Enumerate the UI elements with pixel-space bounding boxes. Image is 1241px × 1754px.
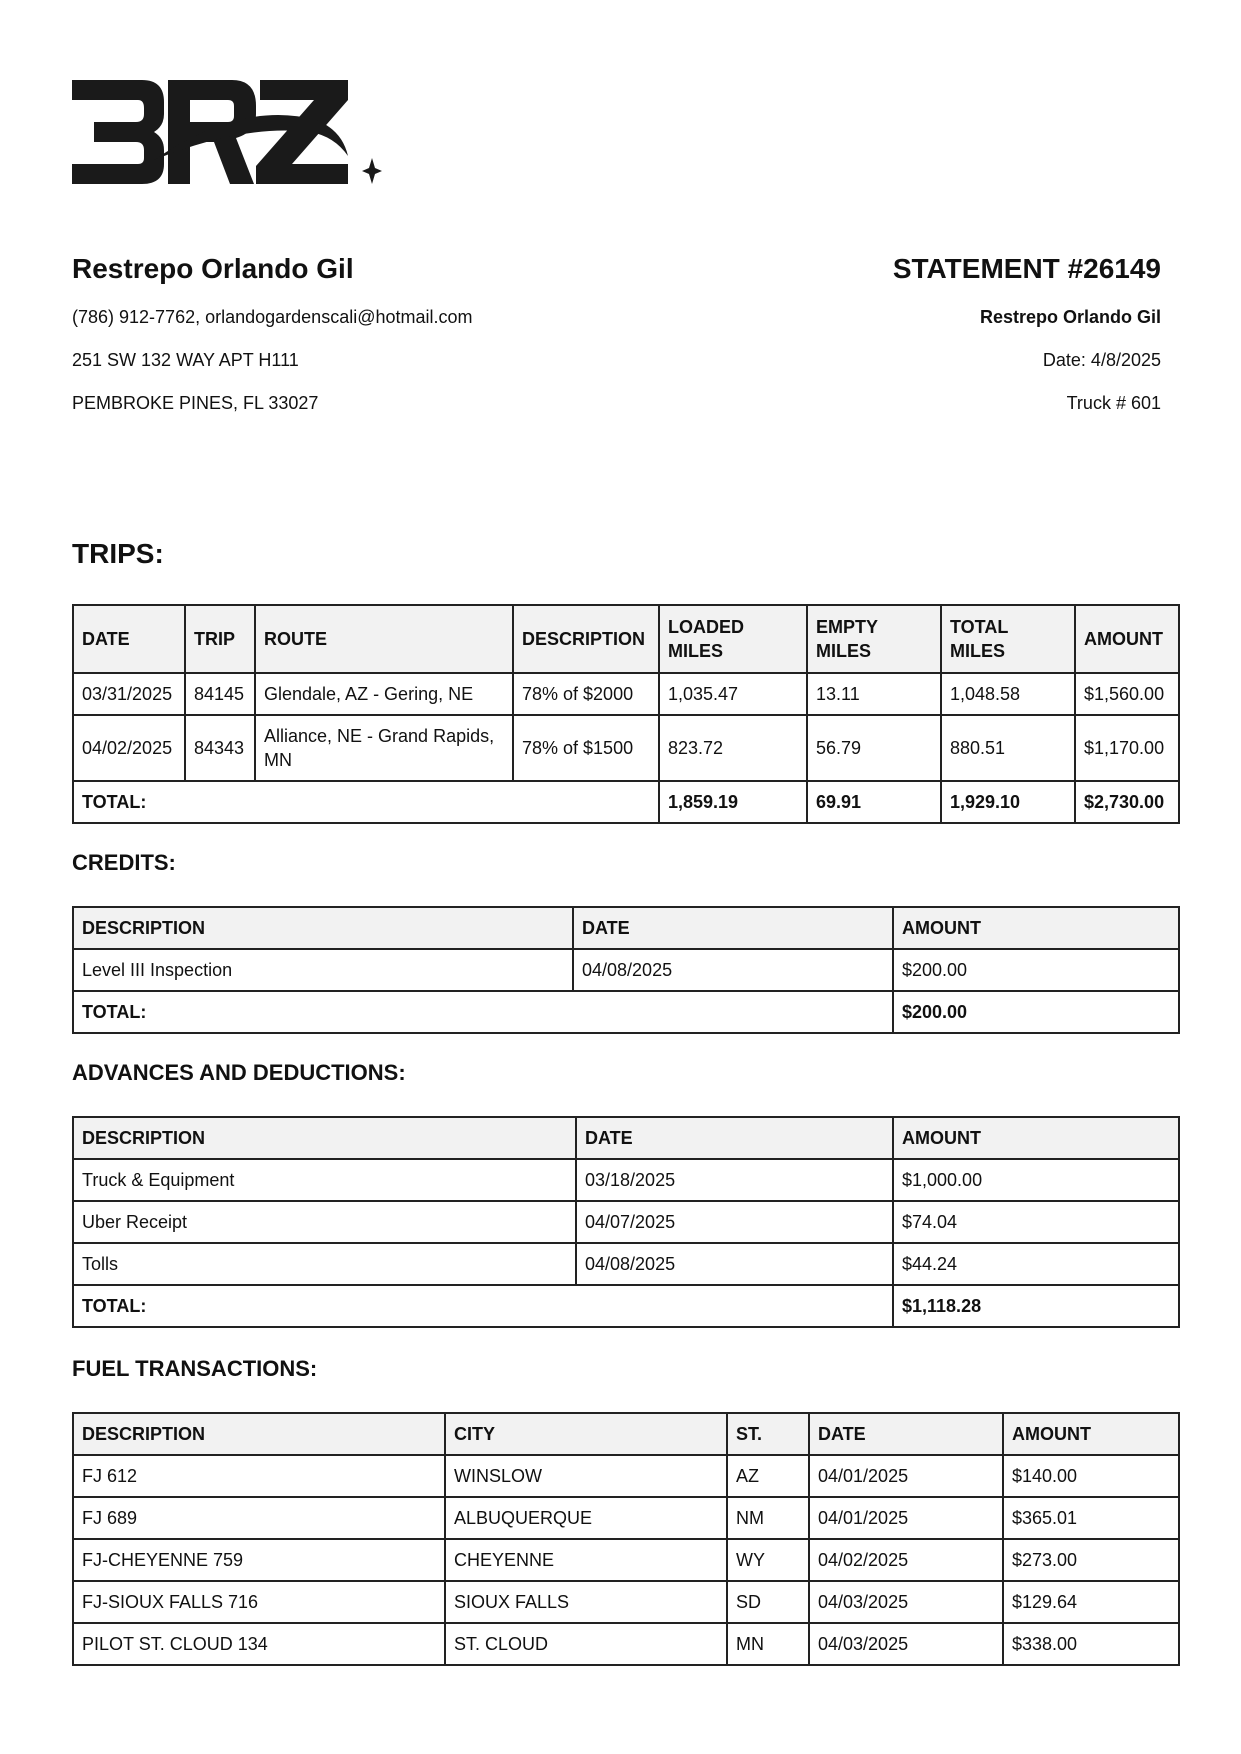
fuel-state: AZ: [727, 1455, 809, 1497]
fuel-description: FJ 612: [73, 1455, 445, 1497]
fuel-header-row: [73, 1413, 1179, 1455]
trip-description: 78% of $1500: [513, 715, 659, 781]
fuel-table: [72, 1412, 1180, 1666]
advance-description: Tolls: [73, 1243, 576, 1285]
fuel-date: 04/02/2025: [809, 1539, 1003, 1581]
company-logo: [72, 80, 382, 192]
advances-total-label: TOTAL:: [73, 1285, 893, 1327]
trip-amount: $1,170.00: [1075, 715, 1179, 781]
fuel-header-description: DESCRIPTION: [73, 1413, 445, 1455]
statement-info: [893, 252, 1161, 414]
trip-total-miles: 1,048.58: [941, 673, 1075, 715]
fuel-date: 04/03/2025: [809, 1623, 1003, 1665]
fuel-header-date: DATE: [809, 1413, 1003, 1455]
credits-table: [72, 906, 1180, 1034]
fuel-description: FJ-SIOUX FALLS 716: [73, 1581, 445, 1623]
table-row: [73, 1159, 1179, 1201]
fuel-date: 04/03/2025: [809, 1581, 1003, 1623]
trips-header-trip: TRIP: [185, 605, 255, 673]
advances-table: [72, 1116, 1180, 1328]
advance-date: 03/18/2025: [576, 1159, 893, 1201]
table-row: [73, 1497, 1179, 1539]
fuel-date: 04/01/2025: [809, 1497, 1003, 1539]
statement-name: Restrepo Orlando Gil: [979, 307, 1161, 327]
table-row: [73, 673, 1179, 715]
advances-header-row: [73, 1117, 1179, 1159]
fuel-amount: $273.00: [1003, 1539, 1179, 1581]
table-row: [73, 949, 1179, 991]
trips-title: TRIPS:: [72, 538, 164, 569]
credit-date: 04/08/2025: [573, 949, 893, 991]
fuel-header-city: CITY: [445, 1413, 727, 1455]
trips-total-amount: $2,730.00: [1075, 781, 1179, 823]
credits-header-date: DATE: [573, 907, 893, 949]
driver-address-line2: PEMBROKE PINES, FL 33027: [72, 393, 319, 413]
fuel-amount: $365.01: [1003, 1497, 1179, 1539]
credits-total-row: [73, 991, 1179, 1033]
table-row: [73, 1201, 1179, 1243]
fuel-city: CHEYENNE: [445, 1539, 727, 1581]
advance-description: Uber Receipt: [73, 1201, 576, 1243]
credits-header-amount: AMOUNT: [893, 907, 1179, 949]
fuel-state: NM: [727, 1497, 809, 1539]
fuel-state: WY: [727, 1539, 809, 1581]
driver-name: Restrepo Orlando Gil: [72, 253, 354, 284]
trip-number: 84145: [185, 673, 255, 715]
trip-empty-miles: 56.79: [807, 715, 941, 781]
advance-amount: $44.24: [893, 1243, 1179, 1285]
fuel-header-amount: AMOUNT: [1003, 1413, 1179, 1455]
trip-date: 04/02/2025: [73, 715, 185, 781]
credits-title: CREDITS:: [72, 850, 176, 875]
trip-number: 84343: [185, 715, 255, 781]
statement-title: STATEMENT #26149: [892, 253, 1161, 284]
fuel-amount: $129.64: [1003, 1581, 1179, 1623]
credit-description: Level III Inspection: [73, 949, 573, 991]
advance-description: Truck & Equipment: [73, 1159, 576, 1201]
fuel-state: MN: [727, 1623, 809, 1665]
fuel-amount: $140.00: [1003, 1455, 1179, 1497]
trips-total-empty-miles: 69.91: [807, 781, 941, 823]
driver-contact: (786) 912-7762, orlandogardenscali@hotmail.com: [72, 307, 473, 327]
trips-total-row: [73, 781, 1179, 823]
advances-title: ADVANCES AND DEDUCTIONS:: [72, 1060, 406, 1085]
trips-total-loaded-miles: 1,859.19: [659, 781, 807, 823]
table-row: [73, 1539, 1179, 1581]
fuel-description: FJ-CHEYENNE 759: [73, 1539, 445, 1581]
fuel-state: SD: [727, 1581, 809, 1623]
trip-empty-miles: 13.11: [807, 673, 941, 715]
advances-header-date: DATE: [576, 1117, 893, 1159]
trip-date: 03/31/2025: [73, 673, 185, 715]
trip-amount: $1,560.00: [1075, 673, 1179, 715]
fuel-date: 04/01/2025: [809, 1455, 1003, 1497]
logo-letter-3: [72, 80, 164, 184]
advance-date: 04/07/2025: [576, 1201, 893, 1243]
statement-truck: Truck # 601: [1066, 393, 1161, 413]
trips-header-amount: AMOUNT: [1075, 605, 1179, 673]
trips-header-total-miles: TOTAL MILES: [941, 605, 1075, 673]
trips-header-route: ROUTE: [255, 605, 513, 673]
table-row: [73, 1581, 1179, 1623]
fuel-city: ST. CLOUD: [445, 1623, 727, 1665]
fuel-city: SIOUX FALLS: [445, 1581, 727, 1623]
fuel-header-state: ST.: [727, 1413, 809, 1455]
fuel-description: PILOT ST. CLOUD 134: [73, 1623, 445, 1665]
credit-amount: $200.00: [893, 949, 1179, 991]
advance-amount: $1,000.00: [893, 1159, 1179, 1201]
trip-description: 78% of $2000: [513, 673, 659, 715]
advance-amount: $74.04: [893, 1201, 1179, 1243]
advances-header-amount: AMOUNT: [893, 1117, 1179, 1159]
credits-total-amount: $200.00: [893, 991, 1179, 1033]
driver-info: [72, 252, 473, 414]
trips-total-total-miles: 1,929.10: [941, 781, 1075, 823]
fuel-amount: $338.00: [1003, 1623, 1179, 1665]
advances-total-row: [73, 1285, 1179, 1327]
trips-total-label: TOTAL:: [73, 781, 659, 823]
table-row: [73, 1243, 1179, 1285]
credits-header-row: [73, 907, 1179, 949]
trips-header-loaded-miles: LOADED MILES: [659, 605, 807, 673]
table-row: [73, 1455, 1179, 1497]
advances-total-amount: $1,118.28: [893, 1285, 1179, 1327]
fuel-city: ALBUQUERQUE: [445, 1497, 727, 1539]
fuel-description: FJ 689: [73, 1497, 445, 1539]
advances-header-description: DESCRIPTION: [73, 1117, 576, 1159]
fuel-title: FUEL TRANSACTIONS:: [72, 1356, 318, 1381]
table-row: [73, 1623, 1179, 1665]
trips-header-description: DESCRIPTION: [513, 605, 659, 673]
trip-total-miles: 880.51: [941, 715, 1075, 781]
logo-star-icon: [362, 158, 382, 184]
trips-header-row: [73, 605, 1179, 673]
driver-address-line1: 251 SW 132 WAY APT H111: [72, 350, 299, 370]
trip-route: Glendale, AZ - Gering, NE: [255, 673, 513, 715]
trip-loaded-miles: 1,035.47: [659, 673, 807, 715]
fuel-city: WINSLOW: [445, 1455, 727, 1497]
trips-header-empty-miles: EMPTY MILES: [807, 605, 941, 673]
credits-total-label: TOTAL:: [73, 991, 893, 1033]
trips-header-date: DATE: [73, 605, 185, 673]
table-row: [73, 715, 1179, 781]
credits-header-description: DESCRIPTION: [73, 907, 573, 949]
statement-date: Date: 4/8/2025: [1042, 350, 1161, 370]
trips-table: [72, 604, 1180, 824]
advance-date: 04/08/2025: [576, 1243, 893, 1285]
trip-loaded-miles: 823.72: [659, 715, 807, 781]
trip-route: Alliance, NE - Grand Rapids, MN: [255, 715, 513, 781]
